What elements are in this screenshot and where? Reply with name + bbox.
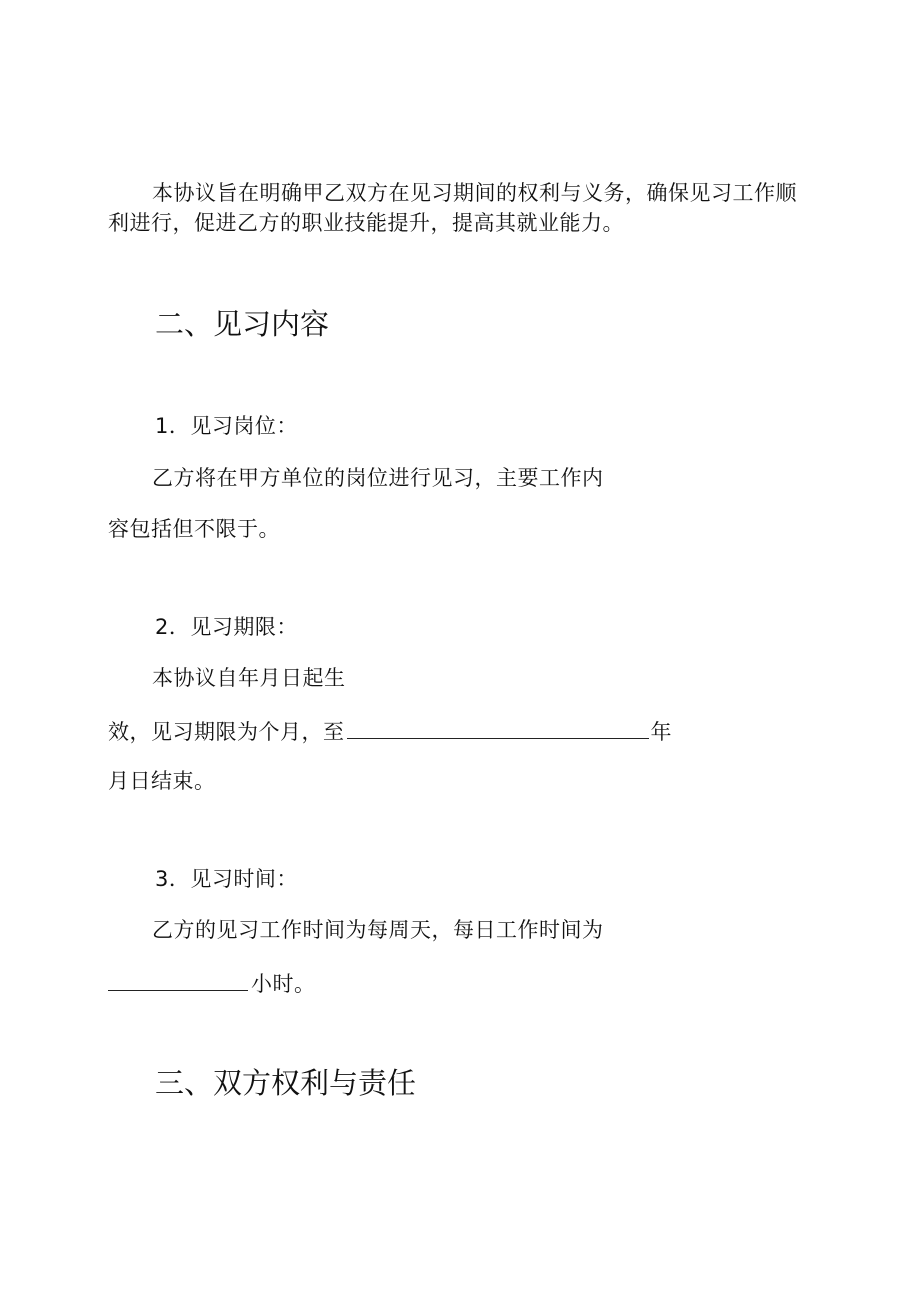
section-3-heading: 三、双方权利与责任 [155, 1066, 417, 1100]
item-1-line-2: 容包括但不限于。 [108, 517, 280, 541]
item-2-title: 2．见习期限： [155, 615, 298, 639]
purpose-line-2: 利进行，促进乙方的职业技能提升，提高其就业能力。 [108, 211, 624, 235]
item-3-title: 3．见习时间： [155, 867, 298, 891]
item-2-line-2-year: 年 [650, 720, 672, 744]
item-2-line-1: 本协议自年月日起生 [152, 666, 346, 690]
item-3-line-2-text: 小时。 [251, 972, 316, 996]
item-3-line-2 [108, 970, 316, 997]
section-2-heading: 二、见习内容 [155, 307, 330, 341]
item-2-line-2 [108, 718, 672, 745]
hours-blank [108, 970, 248, 991]
item-3-line-1: 乙方的见习工作时间为每周天，每日工作时间为 [152, 918, 604, 942]
item-1-title: 1．见习岗位： [155, 414, 298, 438]
end-date-blank [347, 718, 649, 739]
item-2-line-2-text: 效，见习期限为个月，至 [108, 720, 345, 744]
item-1-line-1: 乙方将在甲方单位的岗位进行见习，主要工作内 [152, 466, 604, 490]
purpose-line-1: 本协议旨在明确甲乙双方在见习期间的权利与义务，确保见习工作顺 [152, 181, 797, 205]
item-2-line-3: 月日结束。 [108, 769, 216, 793]
